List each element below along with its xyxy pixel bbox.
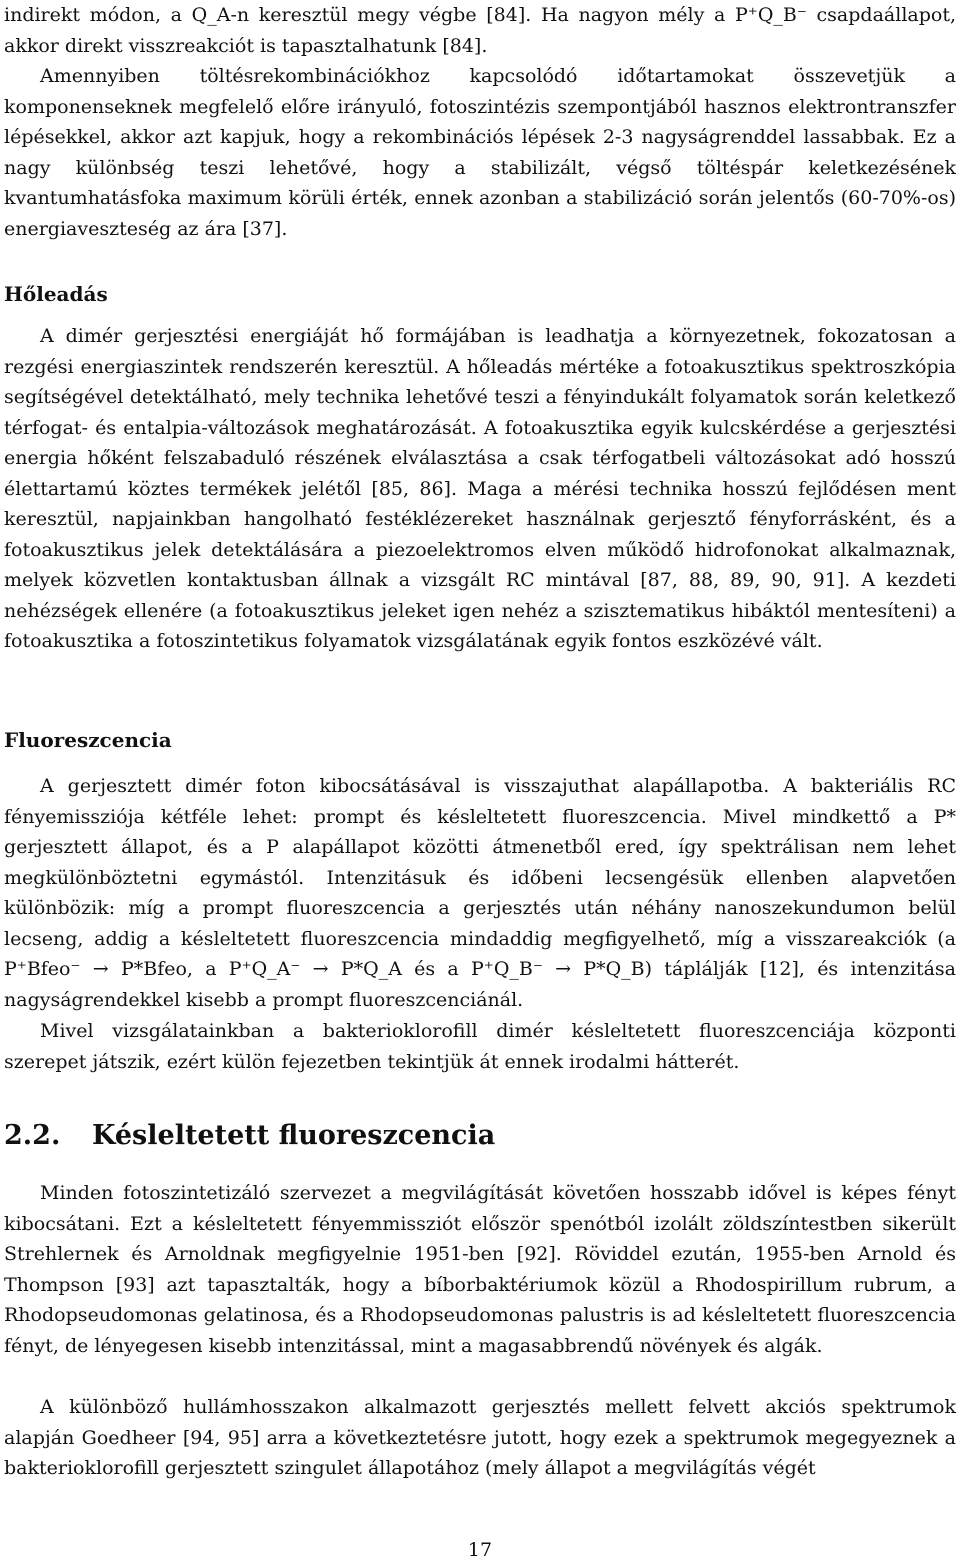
paragraph-action-spectra: A különböző hullámhosszakon alkalmazott gerjesztés mellett felvett akciós spektrumok alapján Goedheer [94, 95] arra a következtetésre jutott, hogy ezek a spektrumok megegyeznek a bakterioklorofill gerjesztett szingulet állapotához (mely állapot a megvilágítás végét [4,1396,956,1479]
chapter-heading [4,1118,495,1154]
paragraph-delayed-fluorescence-history: Minden fotoszintetizáló szervezet a megvilágítását követően hosszabb idővel is képes fényt kibocsátani. Ezt a késleltetett fényemmissziót először spenótból izolált zöldszíntestben sikerült Strehlernek és Arnoldnak megfigyelnie 1951-ben [92]. Röviddel ezután, 1955-ben Arnold és Thompson [93] azt tapasztalták, hogy a bíborbaktériumok közül a Rhodospirillum rubrum, a Rhodopseudomonas gelatinosa, és a Rhodopseudomonas palustris is ad késleltetett fluoreszcencia fényt, de lényegesen kisebb intenzitással, mint a magasabbrendű növények és algák. [4,1182,956,1357]
paragraph-recombination-timescales: Amennyiben töltésrekombinációkhoz kapcsolódó időtartamokat összevetjük a komponenseknek megfelelő előre irányuló, fotoszintézis szempontjából hasznos elektrontranszfer lépésekkel, akkor azt kapjuk, hogy a rekombinációs lépések 2-3 nagyságrenddel lassabbak. Ez a nagy különbség teszi lehetővé, hogy a stabilizált, végső töltéspár keletkezésének kvantumhatásfoka maximum körüli érték, ennek azonban a stabilizáció során jelentős (60-70%-os) energiaveszteség az ára [37]. [4,65,956,240]
page-number: 17 [467,1539,493,1561]
chapter-number: 2.2. [4,1120,61,1151]
section-heading-heat-release: Hőleadás [4,282,108,306]
paragraph-fluorescence-emission: A gerjesztett dimér foton kibocsátásával is visszajuthat alapállapotba. A bakteriális RC fényemissziója kétféle lehet: prompt és késleltetett fluoreszcencia. Mivel mindkettő a P* gerjesztett állapot, és a P alapállapot közötti átmenetből ered, így spektrálisan nem lehet megkülönböztetni egymástól. Intenzitásuk és időbeni lecsengésük ellenben alapvetően különbözik: míg a prompt fluoreszcencia a gerjesztés után néhány nanoszekundumon belül lecseng, addig a késleltetett fluoreszcencia mindaddig megfigyelhető, míg a visszareakciók (a P⁺Bfeo⁻ → P*Bfeo, a P⁺Q_A⁻ → P*Q_A és a P⁺Q_B⁻ → P*Q_B) táplálják [12], és intenzitása nagyságrendekkel kisebb a prompt fluoreszcenciánál. [4,775,956,1011]
chapter-title: Késleltetett fluoreszcencia [92,1120,496,1151]
section-heading-fluorescence: Fluoreszcencia [4,728,172,752]
paragraph-photoacoustics: A dimér gerjesztési energiáját hő formájában is leadhatja a környezetnek, fokozatosan a rezgési energiaszintek rendszerén keresztül. A hőleadás mértéke a fotoakusztikus spektroszkópia segítségével detektálható, mely technika lehetővé teszi a fényindukált folyamatok során keletkező térfogat- és entalpia-változások meghatározását. A fotoakusztika egyik kulcskérdése a gerjesztési energia hőként felszabaduló részének elválasztása a csak térfogatbeli változásokat adó hosszú élettartamú köztes termékek jelétől [85, 86]. Maga a mérési technika hosszú fejlődésen ment keresztül, napjainkban hangolható festéklézereket használnak gerjesztő fényforrásként, és a fotoakusztikus jelek detektálására a piezoelektromos elven működő hidrofonokat alkalmaznak, melyek közvetlen kontaktusban állnak a vizsgált RC mintával [87, 88, 89, 90, 91]. A kezdeti nehézségek ellenére (a fotoakusztikus jeleket igen nehéz a szisztematikus hibáktól mentesíteni) a fotoakusztika a fotoszintetikus folyamatok vizsgálatának egyik fontos eszközévé vált. [4,325,956,652]
paragraph-charge-recombination-end: indirekt módon, a Q_A-n keresztül megy végbe [84]. Ha nagyon mély a P⁺Q_B⁻ csapdaállapot, akkor direkt visszreakciót is tapasztalhatunk [84]. [4,4,956,57]
paragraph-fluorescence-focus: Mivel vizsgálatainkban a bakterioklorofill dimér késleltetett fluoreszcenciája központi szerepet játszik, ezért külön fejezetben tekintjük át ennek irodalmi hátterét. [4,1020,956,1073]
